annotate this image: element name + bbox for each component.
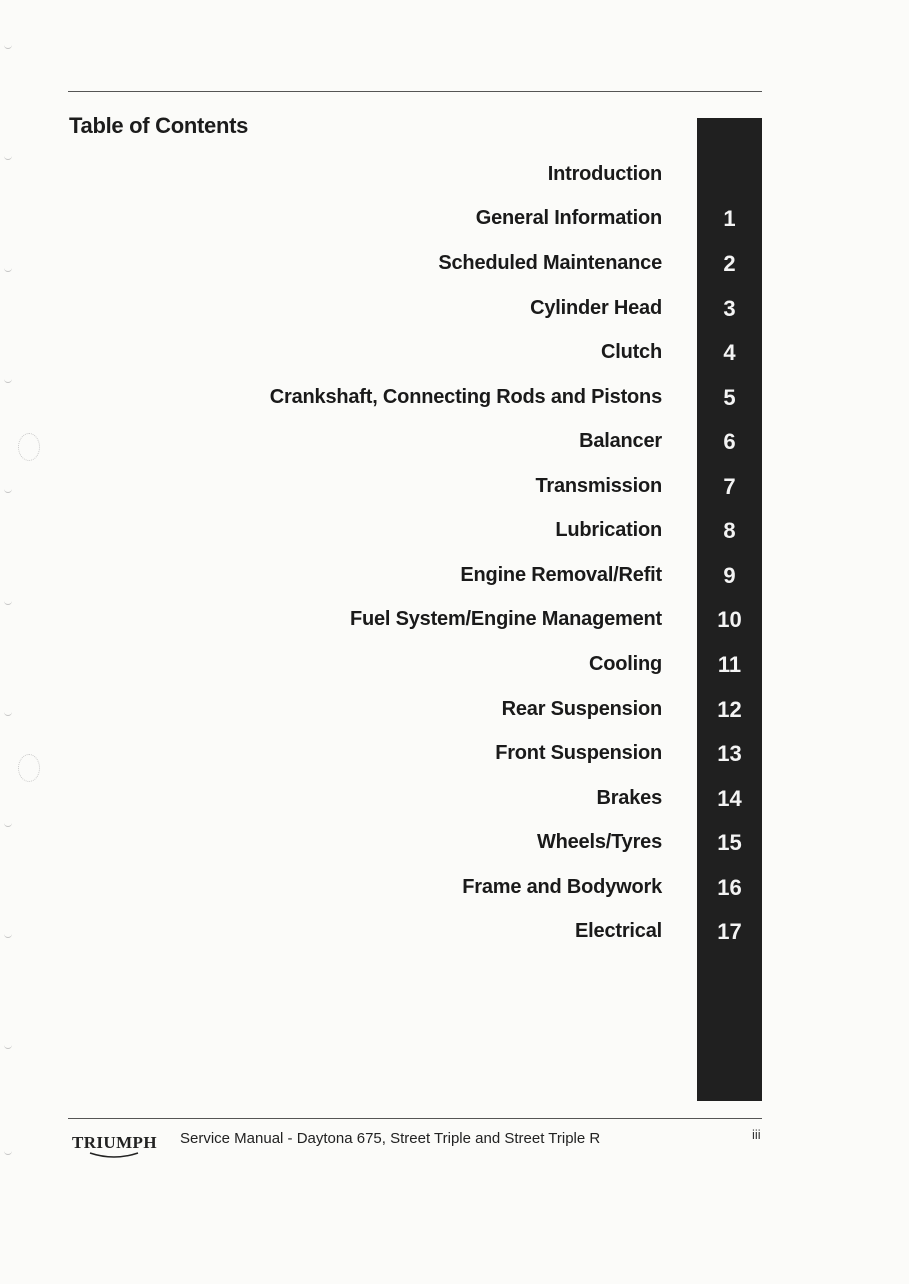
toc-entry-lubrication[interactable]: Lubrication bbox=[555, 519, 662, 541]
chapter-number-11: 11 bbox=[717, 652, 742, 677]
chapter-number-14: 14 bbox=[717, 786, 742, 811]
punch-hole bbox=[18, 433, 40, 461]
toc-entry-front-suspension[interactable]: Front Suspension bbox=[495, 742, 662, 764]
chapter-number-6: 6 bbox=[723, 429, 736, 454]
toc-entry-balancer[interactable]: Balancer bbox=[579, 430, 662, 452]
binder-mark bbox=[4, 933, 12, 938]
binder-mark bbox=[4, 267, 12, 272]
toc-entry-cylinder-head[interactable]: Cylinder Head bbox=[530, 297, 662, 319]
page-number: iii bbox=[752, 1127, 761, 1142]
toc-entry-wheels-tyres[interactable]: Wheels/Tyres bbox=[536, 831, 662, 853]
chapter-number-2: 2 bbox=[723, 251, 736, 276]
binder-mark bbox=[4, 822, 12, 827]
toc-entry-electrical[interactable]: Electrical bbox=[575, 920, 662, 942]
chapter-number-8: 8 bbox=[723, 518, 736, 543]
footer-manual-title: Service Manual - Daytona 675, Street Triple and Street Triple R bbox=[180, 1130, 601, 1147]
toc-entry-scheduled-maintenance[interactable]: Scheduled Maintenance bbox=[438, 252, 662, 274]
toc-entry-crankshaft[interactable]: Crankshaft, Connecting Rods and Pistons bbox=[269, 386, 662, 408]
toc-entry-cooling[interactable]: Cooling bbox=[588, 653, 662, 675]
punch-hole bbox=[18, 754, 40, 782]
toc-entry-rear-suspension[interactable]: Rear Suspension bbox=[501, 698, 662, 720]
chapter-number-10: 10 bbox=[717, 607, 742, 632]
toc-entry-frame-bodywork[interactable]: Frame and Bodywork bbox=[462, 876, 662, 898]
top-rule bbox=[68, 91, 762, 92]
toc-entry-fuel-system[interactable]: Fuel System/Engine Management bbox=[349, 608, 662, 630]
binder-mark bbox=[4, 155, 12, 160]
chapter-number-4: 4 bbox=[723, 340, 736, 365]
binder-mark bbox=[4, 1150, 12, 1155]
toc-entry-transmission[interactable]: Transmission bbox=[535, 475, 662, 497]
toc-entry-general-information[interactable]: General Information bbox=[475, 207, 662, 229]
binder-mark bbox=[4, 488, 12, 493]
toc-entry-engine-removal-refit[interactable]: Engine Removal/Refit bbox=[460, 564, 662, 586]
toc-entry-brakes[interactable]: Brakes bbox=[596, 787, 662, 809]
chapter-number-13: 13 bbox=[717, 741, 742, 766]
chapter-number-16: 16 bbox=[717, 875, 742, 900]
chapter-number-1: 1 bbox=[723, 206, 736, 231]
chapter-number-9: 9 bbox=[723, 563, 736, 588]
binder-mark bbox=[4, 711, 12, 716]
toc-entry-clutch[interactable]: Clutch bbox=[600, 341, 662, 363]
chapter-number-12: 12 bbox=[717, 697, 742, 722]
chapter-number-3: 3 bbox=[723, 296, 736, 321]
binder-mark bbox=[4, 378, 12, 383]
chapter-number-7: 7 bbox=[723, 474, 736, 499]
binder-mark bbox=[4, 44, 12, 49]
triumph-logo: TRIUMPH bbox=[72, 1133, 157, 1152]
page-title: Table of Contents bbox=[69, 113, 249, 138]
chapter-number-5: 5 bbox=[723, 385, 736, 410]
chapter-number-15: 15 bbox=[717, 830, 742, 855]
bottom-rule bbox=[68, 1118, 762, 1119]
toc-entry-introduction[interactable]: Introduction bbox=[547, 163, 662, 185]
chapter-number-17: 17 bbox=[717, 919, 742, 944]
logo-swoosh-icon bbox=[88, 1151, 140, 1159]
binder-mark bbox=[4, 600, 12, 605]
binder-mark bbox=[4, 1044, 12, 1049]
